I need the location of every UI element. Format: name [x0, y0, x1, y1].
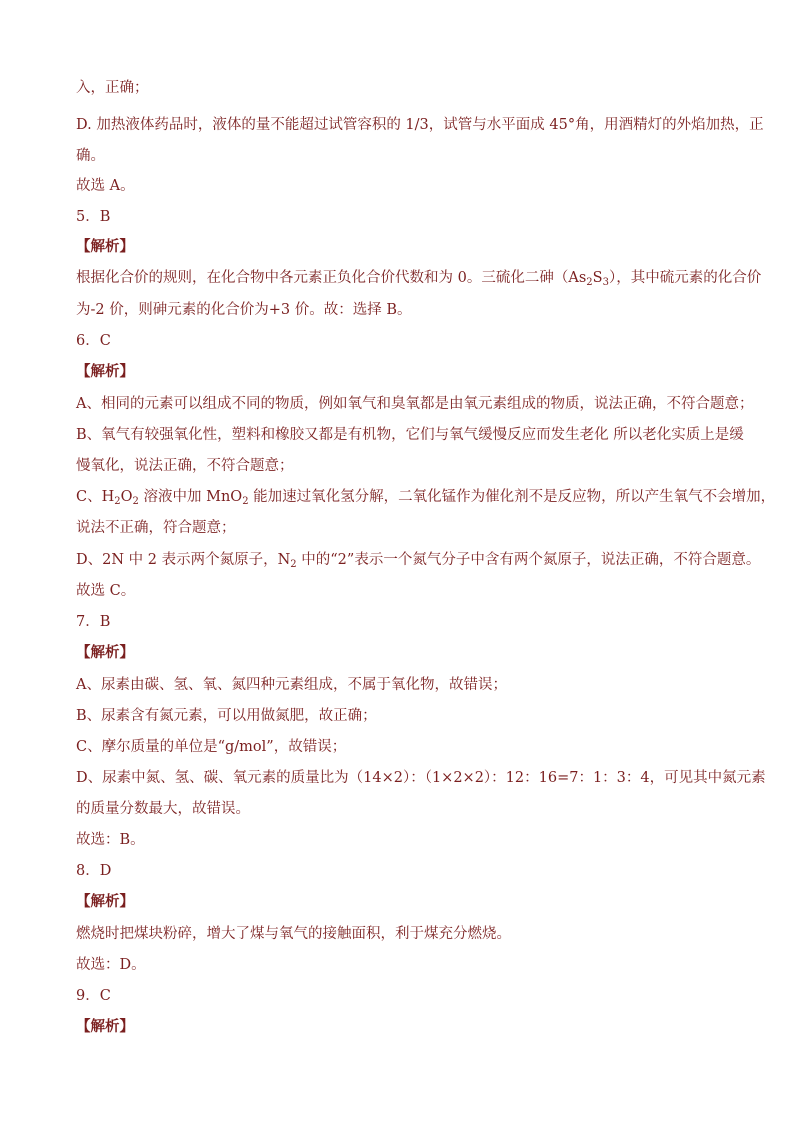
analysis-label: 【解析】 — [76, 1018, 134, 1035]
answer-heading: 6．C — [76, 333, 111, 349]
answer-heading: 7．B — [76, 614, 111, 630]
text-line: 故选 A。 — [76, 178, 135, 194]
answer-heading: 8．D — [76, 863, 112, 879]
text-line: B、氧气有较强氧化性，塑料和橡胶又都是有机物，它们与氧气缓慢反应而发生老化 所以老化实质上是缓 — [76, 427, 744, 443]
text-line: C、摩尔质量的单位是“g/mol”，故错误； — [76, 739, 347, 755]
analysis-label: 【解析】 — [76, 238, 134, 255]
text-line: 确。 — [76, 148, 105, 164]
text-line: A、相同的元素可以组成不同的物质，例如氧气和臭氧都是由氧元素组成的物质，说法正确，不符合题意； — [76, 396, 754, 412]
text-line: 的质量分数最大，故错误。 — [76, 801, 250, 817]
answer-heading: 9．C — [76, 988, 111, 1004]
text-line: 燃烧时把煤块粉碎，增大了煤与氧气的接触面积，利于煤充分燃烧。 — [76, 926, 511, 942]
text-line: A、尿素由碳、氢、氧、氮四种元素组成，不属于氧化物，故错误； — [76, 677, 507, 693]
analysis-label: 【解析】 — [76, 644, 134, 661]
text-line: 入，正确； — [76, 80, 149, 96]
analysis-label: 【解析】 — [76, 363, 134, 380]
text-line: D. 加热液体药品时，液体的量不能超过试管容积的 1/3，试管与水平面成 45°角，用酒精灯的外焰加热，正 — [76, 117, 764, 133]
text-line: 故选：B。 — [76, 832, 145, 848]
text-line: D、尿素中氮、氢、碳、氧元素的质量比为（14×2）：（1×2×2）：12：16=7：1：3：4，可见其中氮元素 — [76, 770, 766, 786]
text-line: 慢氧化，说法正确，不符合题意； — [76, 458, 294, 474]
text-line: C、$H_2O_2$ 溶液中加 MnO$_2$ 能加速过氧化氢分解，二氧化锰作为催化剂不是反应物，所以产生氧气不会增加， — [76, 489, 776, 507]
text-line: 故选：D。 — [76, 957, 146, 973]
text-line: B、尿素含有氮元素，可以用做氮肥，故正确； — [76, 708, 377, 724]
text-line: 说法不正确，符合题意； — [76, 520, 236, 536]
text-line: 根据化合价的规则，在化合物中各元素正负化合价代数和为 0。三硫化二砷$(As_2S_3)$，其中硫元素的化合价 — [76, 270, 762, 288]
answer-heading: 5．B — [76, 209, 111, 225]
analysis-label: 【解析】 — [76, 893, 134, 910]
text-line: 故选 C。 — [76, 583, 136, 599]
text-line: D、2N 中 2 表示两个氮原子，$N_2$ 中的“2”表示一个氮气分子中含有两个氮原子，说法正确，不符合题意。 — [76, 552, 761, 570]
text-line: 为-2 价，则砷元素的化合价为+3 价。故：选择 B。 — [76, 302, 412, 318]
